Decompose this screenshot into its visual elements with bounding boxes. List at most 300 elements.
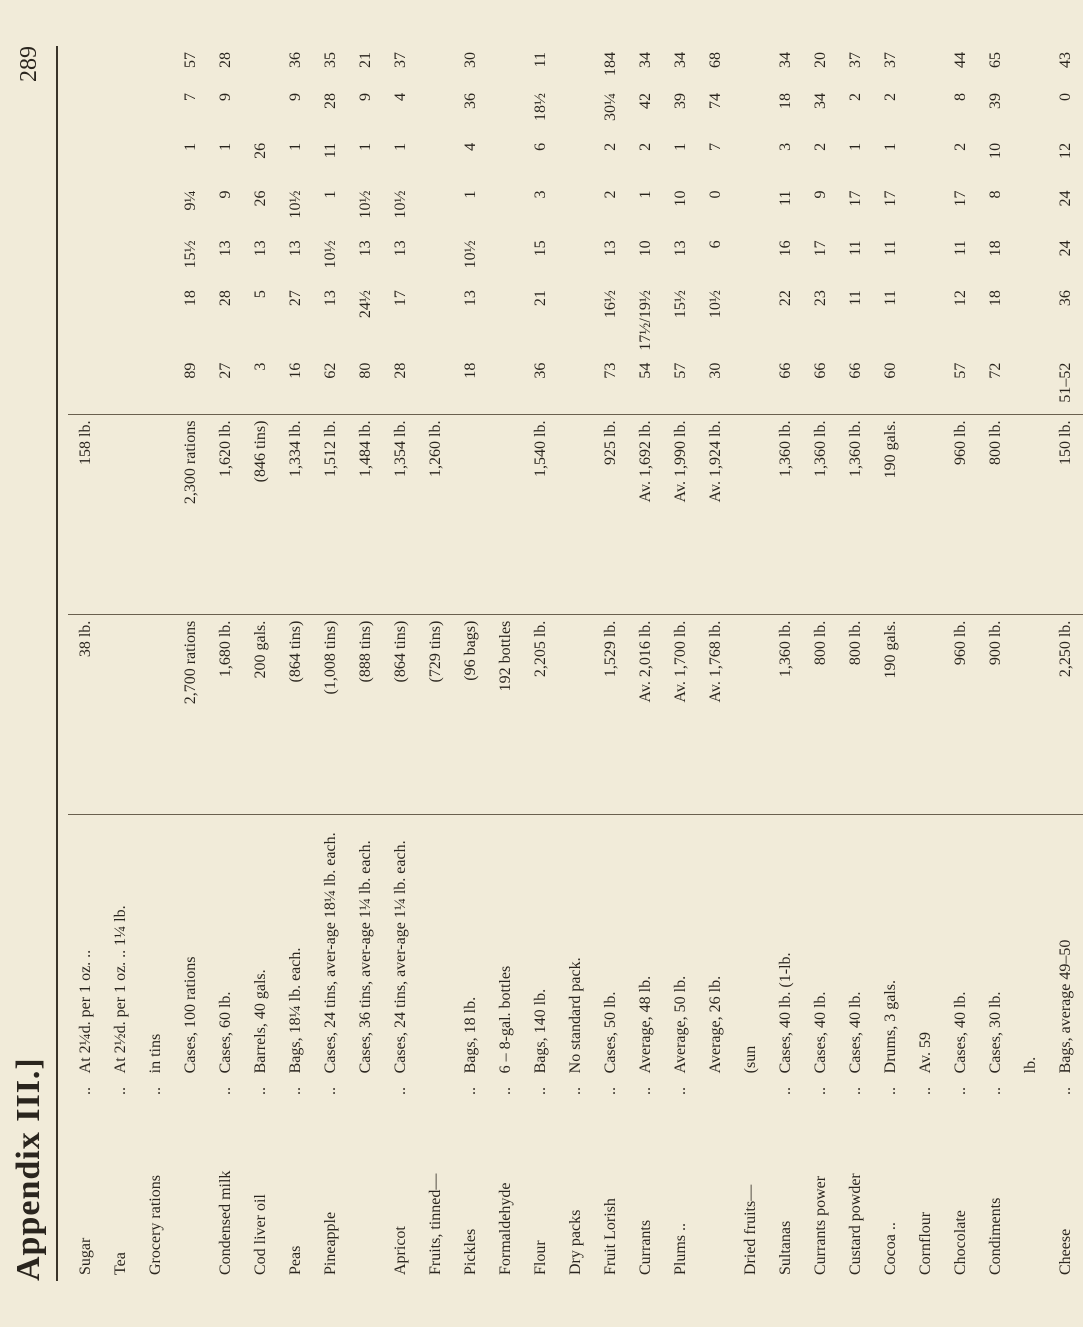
cell-n6: 9 bbox=[217, 93, 234, 102]
table-row bbox=[523, 46, 558, 1281]
cell-n1 bbox=[908, 357, 943, 414]
cell-n6: 7 bbox=[182, 93, 199, 102]
cell-n7: 28 bbox=[217, 52, 234, 68]
table-row bbox=[243, 46, 278, 1281]
cell-n2 bbox=[558, 284, 593, 356]
cell-c3: in tins bbox=[138, 814, 173, 1079]
cell-c4: (864 tins) bbox=[383, 614, 418, 814]
cell-c3: 6 – 8-gal. bottles bbox=[488, 814, 523, 1079]
cell-n7 bbox=[418, 46, 453, 87]
cell-sep: .. bbox=[987, 1087, 1004, 1095]
cell-c3: Bags, 140 lb. bbox=[523, 814, 558, 1079]
cell-n5: 1 bbox=[287, 142, 304, 151]
cell-c5: 1,260 lb. bbox=[418, 414, 453, 614]
table-row bbox=[383, 46, 418, 1281]
cell-n4: 10½ bbox=[357, 190, 374, 219]
cell-c5 bbox=[733, 414, 768, 614]
table-row bbox=[663, 46, 698, 1281]
cell-n4 bbox=[908, 185, 943, 235]
table-row bbox=[348, 46, 383, 1281]
cell-c3: Bags, average 49–50 bbox=[1048, 814, 1083, 1079]
cell-n2: 10½ bbox=[707, 290, 724, 319]
cell-c5: 1,512 lb. bbox=[313, 414, 348, 614]
cell-c5: 158 lb. bbox=[68, 414, 103, 614]
cell-n3: 15 bbox=[532, 240, 549, 257]
cell-n6 bbox=[733, 87, 768, 137]
cell-n2: 24½ bbox=[357, 290, 374, 319]
cell-label: Formaldehyde bbox=[497, 1182, 514, 1275]
cell-label bbox=[1013, 1103, 1048, 1281]
cell-n5 bbox=[138, 137, 173, 185]
cell-n6 bbox=[488, 87, 523, 137]
cell-n5: 6 bbox=[532, 142, 549, 151]
cell-n6: 4 bbox=[392, 93, 409, 102]
cell-c4: 960 lb. bbox=[943, 614, 978, 814]
cell-c4 bbox=[138, 614, 173, 814]
cell-n5: 2 bbox=[602, 142, 619, 151]
cell-n3 bbox=[488, 234, 523, 284]
cell-n4: 3 bbox=[532, 190, 549, 199]
cell-c4: 1,529 lb. bbox=[593, 614, 628, 814]
cell-n5: 12 bbox=[1057, 142, 1074, 159]
table-row bbox=[313, 46, 348, 1281]
cell-sep: .. bbox=[287, 1087, 304, 1095]
cell-label: Sugar bbox=[77, 1237, 94, 1275]
cell-c3: Average, 48 lb. bbox=[628, 814, 663, 1079]
cell-n1: 73 bbox=[602, 362, 619, 379]
cell-n1: 80 bbox=[357, 362, 374, 379]
cell-sep: .. bbox=[462, 1087, 479, 1095]
cell-n6: 9 bbox=[357, 93, 374, 102]
cell-n3: 13 bbox=[217, 240, 234, 257]
cell-n7: 11 bbox=[532, 52, 549, 68]
appendix-title: Appendix III.] bbox=[10, 1057, 47, 1281]
cell-c3: Cases, 24 tins, aver-age 18¼ lb. each. bbox=[313, 814, 348, 1079]
cell-n7 bbox=[908, 46, 943, 87]
cell-label: Grocery rations bbox=[147, 1175, 164, 1275]
cell-n4: 1 bbox=[637, 190, 654, 199]
cell-sep bbox=[1013, 1079, 1048, 1102]
cell-c5: 1,540 lb. bbox=[523, 414, 558, 614]
cell-c5: (846 tins) bbox=[243, 414, 278, 614]
cell-c3: Cases, 36 tins, aver-age 1¼ lb. each. bbox=[348, 814, 383, 1079]
cell-c3: Bags, 18¼ lb. each. bbox=[278, 814, 313, 1079]
cell-n2 bbox=[488, 284, 523, 356]
cell-n5 bbox=[733, 137, 768, 185]
cell-n4: 0 bbox=[707, 190, 724, 199]
cell-n5 bbox=[68, 137, 103, 185]
cell-c5: 1,360 lb. bbox=[838, 414, 873, 614]
cell-n7: 36 bbox=[287, 52, 304, 68]
cell-c3: Cases, 60 lb. bbox=[208, 814, 243, 1079]
cell-label: Cocoa .. bbox=[882, 1222, 899, 1275]
cell-n6: 39 bbox=[987, 93, 1004, 110]
cell-c3: Cases, 40 lb. bbox=[943, 814, 978, 1079]
cell-n5 bbox=[103, 137, 138, 185]
cell-n1: 72 bbox=[987, 362, 1004, 379]
table-row bbox=[68, 46, 103, 1281]
cell-label: Cheese bbox=[1057, 1228, 1074, 1275]
cell-c5: Av. 1,692 lb. bbox=[628, 414, 663, 614]
table-row bbox=[558, 46, 593, 1281]
cell-n3: 11 bbox=[952, 240, 969, 256]
table-row bbox=[593, 46, 628, 1281]
cell-sep: .. bbox=[952, 1087, 969, 1095]
cell-n7: 43 bbox=[1057, 52, 1074, 68]
table-row bbox=[628, 46, 663, 1281]
cell-c5: 1,620 lb. bbox=[208, 414, 243, 614]
cell-n5: 1 bbox=[847, 142, 864, 151]
cell-sep: .. bbox=[392, 1087, 409, 1095]
cell-n6: 74 bbox=[707, 93, 724, 110]
cell-n3: 10½ bbox=[462, 240, 479, 269]
cell-label bbox=[698, 1103, 733, 1281]
cell-n4: 10½ bbox=[392, 190, 409, 219]
cell-n2: 12 bbox=[952, 290, 969, 307]
cell-c3: Drums, 3 gals. bbox=[873, 814, 908, 1079]
cell-sep bbox=[733, 1079, 768, 1102]
cell-label: Peas bbox=[287, 1245, 304, 1275]
cell-c4: 190 gals. bbox=[873, 614, 908, 814]
cell-n2 bbox=[68, 284, 103, 356]
table-row bbox=[908, 46, 943, 1281]
cell-n2: 17½/19½ bbox=[637, 290, 654, 351]
cell-n5: 11 bbox=[322, 142, 339, 159]
cell-n2 bbox=[908, 284, 943, 356]
table-row bbox=[698, 46, 733, 1281]
cell-n6: 28 bbox=[322, 93, 339, 110]
cell-n3: 11 bbox=[847, 240, 864, 256]
cell-label: Condensed milk bbox=[217, 1170, 234, 1275]
cell-n6: 39 bbox=[672, 93, 689, 110]
cell-n3: 24 bbox=[1057, 240, 1074, 257]
cell-c5 bbox=[1013, 414, 1048, 614]
cell-n4: 26 bbox=[252, 190, 269, 207]
cell-n7: 37 bbox=[847, 52, 864, 68]
cell-n4 bbox=[558, 185, 593, 235]
cell-label: Currants power bbox=[812, 1175, 829, 1275]
cell-n4: 1 bbox=[322, 190, 339, 199]
cell-n6: 2 bbox=[847, 93, 864, 102]
cell-n7: 184 bbox=[602, 52, 619, 76]
cell-c4: (1,008 tins) bbox=[313, 614, 348, 814]
cell-n2: 18 bbox=[987, 290, 1004, 307]
cell-n5: 10 bbox=[987, 142, 1004, 159]
cell-n3: 13 bbox=[287, 240, 304, 257]
cell-n3: 11 bbox=[882, 240, 899, 256]
cell-n3: 6 bbox=[707, 240, 724, 249]
cell-n2: 18 bbox=[182, 290, 199, 307]
cell-sep: .. bbox=[77, 1087, 94, 1095]
cell-n1 bbox=[103, 357, 138, 414]
cell-n5 bbox=[558, 137, 593, 185]
cell-c4: 2,205 lb. bbox=[523, 614, 558, 814]
cell-n2: 28 bbox=[217, 290, 234, 307]
cell-n4: 17 bbox=[847, 190, 864, 207]
cell-sep: .. bbox=[532, 1087, 549, 1095]
cell-n4: 8 bbox=[987, 190, 1004, 199]
cell-label: Pineapple bbox=[322, 1211, 339, 1275]
cell-n6: 18½ bbox=[532, 93, 549, 122]
cell-c4: Av. 1,700 lb. bbox=[663, 614, 698, 814]
cell-sep bbox=[418, 1079, 453, 1102]
table-row bbox=[978, 46, 1013, 1281]
cell-n3: 13 bbox=[672, 240, 689, 257]
cell-c4: 1,680 lb. bbox=[208, 614, 243, 814]
cell-n1 bbox=[138, 357, 173, 414]
cell-sep: .. bbox=[812, 1087, 829, 1095]
cell-n2: 36 bbox=[1057, 290, 1074, 307]
cell-c4: (96 bags) bbox=[453, 614, 488, 814]
cell-c4: 192 bottles bbox=[488, 614, 523, 814]
table-row bbox=[873, 46, 908, 1281]
cell-n4: 10 bbox=[672, 190, 689, 207]
cell-sep: .. bbox=[252, 1087, 269, 1095]
cell-c4: 200 gals. bbox=[243, 614, 278, 814]
cell-n4: 1 bbox=[462, 190, 479, 199]
cell-n7: 34 bbox=[637, 52, 654, 68]
table-row bbox=[838, 46, 873, 1281]
cell-sep: .. bbox=[497, 1087, 514, 1095]
cell-c3: Bags, 18 lb. bbox=[453, 814, 488, 1079]
cell-sep bbox=[348, 1079, 383, 1102]
page-header bbox=[10, 46, 58, 1281]
cell-n7 bbox=[138, 46, 173, 87]
cell-c3: At 2½d. per 1 oz. .. 1¼ lb. bbox=[103, 814, 138, 1079]
cell-n3: 16 bbox=[777, 240, 794, 257]
cell-c3: Barrels, 40 gals. bbox=[243, 814, 278, 1079]
table-row bbox=[1048, 46, 1083, 1281]
table-row bbox=[173, 46, 208, 1281]
cell-c3: Av. 59 bbox=[908, 814, 943, 1079]
cell-c5: 150 lb. bbox=[1048, 414, 1083, 614]
cell-n6: 2 bbox=[882, 93, 899, 102]
cell-n5 bbox=[1013, 137, 1048, 185]
table-row bbox=[278, 46, 313, 1281]
cell-n7: 21 bbox=[357, 52, 374, 68]
cell-sep: .. bbox=[777, 1087, 794, 1095]
cell-label bbox=[173, 1103, 208, 1281]
cell-n3: 10½ bbox=[322, 240, 339, 269]
table-row bbox=[768, 46, 803, 1281]
cell-n1: 66 bbox=[812, 362, 829, 379]
cell-c4: 800 lb. bbox=[803, 614, 838, 814]
cell-n2: 5 bbox=[252, 290, 269, 299]
cell-n7 bbox=[733, 46, 768, 87]
cell-n2 bbox=[733, 284, 768, 356]
cell-n1: 30 bbox=[707, 362, 724, 379]
cell-c4: 2,700 rations bbox=[173, 614, 208, 814]
cell-c5: 800 lb. bbox=[978, 414, 1013, 614]
cell-c4: 800 lb. bbox=[838, 614, 873, 814]
cell-n2 bbox=[418, 284, 453, 356]
cell-n6 bbox=[908, 87, 943, 137]
cell-n7 bbox=[68, 46, 103, 87]
cell-n2: 17 bbox=[392, 290, 409, 307]
cell-n6: 42 bbox=[637, 93, 654, 110]
cell-c5: Av. 1,924 lb. bbox=[698, 414, 733, 614]
cell-c3: No standard pack. bbox=[558, 814, 593, 1079]
cell-n5: 2 bbox=[952, 142, 969, 151]
cell-n1 bbox=[733, 357, 768, 414]
cell-c3: (sun bbox=[733, 814, 768, 1079]
cell-c5 bbox=[908, 414, 943, 614]
cell-label: Pickles bbox=[462, 1228, 479, 1275]
cell-label: Flour bbox=[532, 1240, 549, 1275]
cell-n7: 37 bbox=[882, 52, 899, 68]
cell-n6 bbox=[558, 87, 593, 137]
cell-n1: 66 bbox=[847, 362, 864, 379]
cell-n2 bbox=[103, 284, 138, 356]
cell-label: Chocolate bbox=[952, 1210, 969, 1275]
cell-n4 bbox=[488, 185, 523, 235]
cell-sep bbox=[698, 1079, 733, 1102]
table-row bbox=[488, 46, 523, 1281]
cell-n4: 24 bbox=[1057, 190, 1074, 207]
cell-c5: 1,360 lb. bbox=[803, 414, 838, 614]
cell-n6: 8 bbox=[952, 93, 969, 102]
cell-n5: 4 bbox=[462, 142, 479, 151]
cell-n3: 13 bbox=[392, 240, 409, 257]
cell-n7: 65 bbox=[987, 52, 1004, 68]
cell-c4: (864 tins) bbox=[278, 614, 313, 814]
cell-n7: 44 bbox=[952, 52, 969, 68]
cell-n3 bbox=[558, 234, 593, 284]
cell-n4: 17 bbox=[882, 190, 899, 207]
cell-n3: 13 bbox=[357, 240, 374, 257]
cell-n6 bbox=[1013, 87, 1048, 137]
page-number: 289 bbox=[16, 46, 42, 82]
table-body bbox=[68, 46, 1083, 1281]
cell-c5 bbox=[488, 414, 523, 614]
cell-c5 bbox=[453, 414, 488, 614]
cell-n7: 37 bbox=[392, 52, 409, 68]
cell-n7: 20 bbox=[812, 52, 829, 68]
cell-n4: 10½ bbox=[287, 190, 304, 219]
table-row bbox=[138, 46, 173, 1281]
cell-n2: 15½ bbox=[672, 290, 689, 319]
table-row bbox=[803, 46, 838, 1281]
table-row bbox=[943, 46, 978, 1281]
cell-c5: 925 lb. bbox=[593, 414, 628, 614]
cell-label bbox=[348, 1103, 383, 1281]
cell-n4: 9 bbox=[217, 190, 234, 199]
cell-n5: 7 bbox=[707, 142, 724, 151]
cell-c3: Average, 26 lb. bbox=[698, 814, 733, 1079]
cell-n7 bbox=[558, 46, 593, 87]
cell-n7 bbox=[243, 46, 278, 87]
cell-n2: 27 bbox=[287, 290, 304, 307]
cell-n1: 60 bbox=[882, 362, 899, 379]
cell-c4: (729 tins) bbox=[418, 614, 453, 814]
cell-c4 bbox=[733, 614, 768, 814]
cell-c4 bbox=[908, 614, 943, 814]
table-row bbox=[418, 46, 453, 1281]
cell-c5: Av. 1,990 lb. bbox=[663, 414, 698, 614]
cell-n1 bbox=[68, 357, 103, 414]
cell-sep: .. bbox=[602, 1087, 619, 1095]
cell-sep: .. bbox=[672, 1087, 689, 1095]
cell-n3 bbox=[1013, 234, 1048, 284]
cell-label: Condiments bbox=[987, 1197, 1004, 1275]
cell-c3: Cases, 24 tins, aver-age 1¼ lb. each. bbox=[383, 814, 418, 1079]
cell-c4: 1,360 lb. bbox=[768, 614, 803, 814]
cell-sep: .. bbox=[322, 1087, 339, 1095]
cell-n5: 3 bbox=[777, 142, 794, 151]
cell-n3: 18 bbox=[987, 240, 1004, 257]
table-row bbox=[103, 46, 138, 1281]
cell-n6: 36 bbox=[462, 93, 479, 110]
cell-n5: 1 bbox=[217, 142, 234, 151]
cell-n4 bbox=[418, 185, 453, 235]
cell-n4: 17 bbox=[952, 190, 969, 207]
cell-c5 bbox=[558, 414, 593, 614]
cell-c4: 38 lb. bbox=[68, 614, 103, 814]
cell-sep: .. bbox=[1057, 1087, 1074, 1095]
cell-c5: 1,354 lb. bbox=[383, 414, 418, 614]
cell-n6 bbox=[418, 87, 453, 137]
cell-c3: Cases, 40 lb. bbox=[803, 814, 838, 1079]
table-row bbox=[208, 46, 243, 1281]
cell-n5: 2 bbox=[637, 142, 654, 151]
cell-sep: .. bbox=[567, 1087, 584, 1095]
cell-n5 bbox=[908, 137, 943, 185]
cell-n6: 34 bbox=[812, 93, 829, 110]
cell-n2: 16½ bbox=[602, 290, 619, 319]
cell-n5: 1 bbox=[672, 142, 689, 151]
cell-n3: 13 bbox=[602, 240, 619, 257]
cell-c5 bbox=[103, 414, 138, 614]
cell-n1 bbox=[558, 357, 593, 414]
cell-n7: 35 bbox=[322, 52, 339, 68]
cell-c5: 960 lb. bbox=[943, 414, 978, 614]
cell-label: Plums .. bbox=[672, 1222, 689, 1275]
cell-n1: 28 bbox=[392, 362, 409, 379]
cell-n4: 2 bbox=[602, 190, 619, 199]
cell-n1 bbox=[488, 357, 523, 414]
cell-n1 bbox=[418, 357, 453, 414]
cell-label: Sultanas bbox=[777, 1220, 794, 1275]
cell-sep: .. bbox=[917, 1087, 934, 1095]
cell-c4: (888 tins) bbox=[348, 614, 383, 814]
cell-c3: Cases, 30 lb. bbox=[978, 814, 1013, 1079]
cell-sep: .. bbox=[847, 1087, 864, 1095]
cell-n5: 1 bbox=[392, 142, 409, 151]
cell-c5: 1,360 lb. bbox=[768, 414, 803, 614]
cell-sep bbox=[173, 1079, 208, 1102]
cell-n1: 66 bbox=[777, 362, 794, 379]
cell-n5 bbox=[418, 137, 453, 185]
cell-n2: 22 bbox=[777, 290, 794, 307]
cell-label: Dry packs bbox=[567, 1209, 584, 1275]
cell-n3: 17 bbox=[812, 240, 829, 257]
cell-n7 bbox=[1013, 46, 1048, 87]
cell-n3 bbox=[908, 234, 943, 284]
cell-label: Currants bbox=[637, 1219, 654, 1275]
cell-n3 bbox=[418, 234, 453, 284]
cell-c4: Av. 1,768 lb. bbox=[698, 614, 733, 814]
cell-n3 bbox=[733, 234, 768, 284]
cell-n3: 13 bbox=[252, 240, 269, 257]
cell-n2: 13 bbox=[322, 290, 339, 307]
cell-sep: .. bbox=[637, 1087, 654, 1095]
cell-n1: 16 bbox=[287, 362, 304, 379]
cell-sep: .. bbox=[882, 1087, 899, 1095]
cell-n7: 30 bbox=[462, 52, 479, 68]
cell-c3: Cases, 50 lb. bbox=[593, 814, 628, 1079]
cell-n3: 10 bbox=[637, 240, 654, 257]
cell-n1: 57 bbox=[672, 362, 689, 379]
